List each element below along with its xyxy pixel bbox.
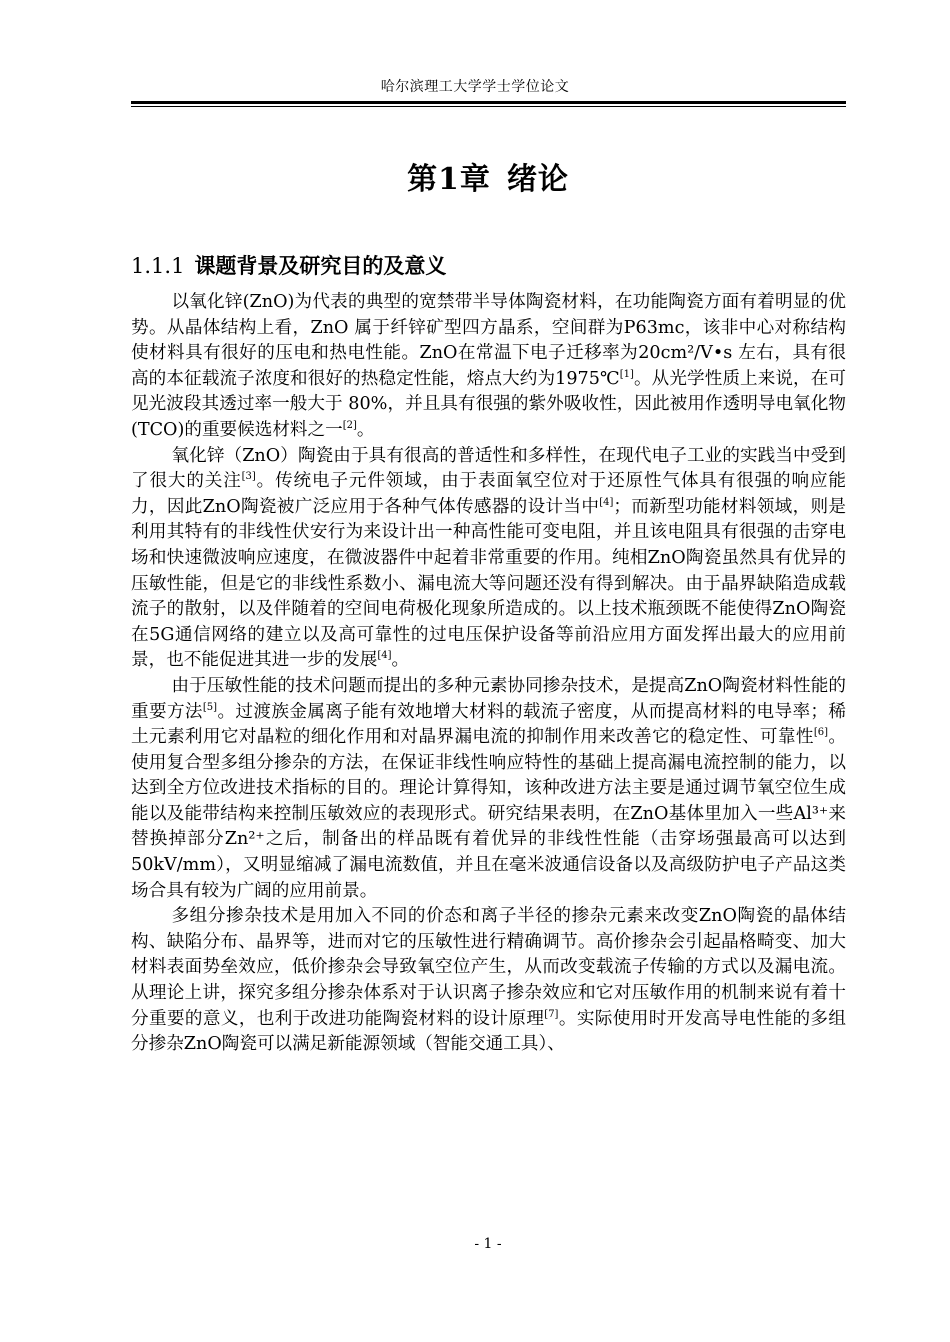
paragraph-text: 。传统电子元件领域，由于表面氧空位对于还原性气体具有很强的响应能力，因此ZnO陶瓷被广泛应用于各种气体传感器的设计当中 — [131, 471, 846, 517]
header-rule-thin — [131, 106, 846, 107]
chapter-title — [0, 154, 950, 198]
header-rule-thick — [131, 101, 846, 104]
paragraph-text: 由于压敏性能的技术问题而提出的多种元素协同掺杂技术，是提高ZnO陶瓷材料性能的重要方法 — [131, 675, 846, 722]
citation: [5] — [202, 701, 218, 713]
citation: [3] — [241, 471, 256, 483]
paragraph-text: ；而新型功能材料领域，则是利用其特有的非线性伏安行为来设计出一种高性能可变电阻，并且该电阻具有很强的击穿电场和快速微波响应速度，在微波器件中起着非常重要的作用。纯相ZnO陶瓷虽然具有优异的压敏性能，但是它的非线性系数小、漏电流大等问题还没有得到解决。由于晶界缺陷造成载流子的散射，以及伴随着的空间电荷极化现象所造成的。以上技术瓶颈既不能使得ZnO陶瓷在5G通信网络的建立以及高可靠性的过电压保护设备等前沿应用方面发挥出最大的应用前景，也不能促进其进一步的发展 — [131, 496, 846, 671]
paragraph-text: 。 — [391, 650, 410, 671]
paragraph-text: 。 — [356, 419, 375, 440]
citation: [7] — [544, 1008, 559, 1020]
paragraph-text: 以氧化锌(ZnO)为代表的典型的宽禁带半导体陶瓷材料，在功能陶瓷方面有着明显的优势。从晶体结构上看，ZnO 属于纤锌矿型四方晶系，空间群为P63mc，该非中心对称结构使材料具有很好的压电和热电性能。ZnO在常温下电子迁移率为20cm²/V•s 左右，具有很高的本征载流子浓度和很好的热稳定性能，熔点大约为1975℃ — [131, 292, 846, 389]
citation: [2] — [342, 419, 357, 431]
paragraph-text: 。实际使用时开发高导电性能的多组分掺杂ZnO陶瓷可以满足新能源领域（智能交通工具）、 — [131, 1008, 846, 1055]
paragraph-3 — [131, 674, 846, 904]
chapter-name: 绪论 — [506, 162, 569, 197]
citation: [4] — [377, 650, 392, 662]
paragraph-text: 。过渡族金属离子能有效地增大材料的载流子密度，从而提高材料的电导率；稀土元素利用它对晶粒的细化作用和对晶界漏电流的抑制作用来改善它的稳定性、可靠性 — [131, 701, 846, 748]
paragraph-text: 。使用复合型多组分掺杂的方法，在保证非线性响应特性的基础上提高漏电流控制的能力，以达到全方位改进技术指标的目的。理论计算得知，该种改进方法主要是通过调节氧空位生成能以及能带结构来控制压敏效应的表现形式。研究结果表明，在ZnO基体里加入一些Al³⁺来替换掉部分Zn²⁺之后，制备出的样品既有着优异的非线性性能（击穿场强最高可以达到50kV/mm），又明显缩减了漏电流数值，并且在毫米波通信设备以及高级防护电子产品这类场合具有较为广阔的应用前景。 — [131, 727, 846, 901]
paragraph-text: 氧化锌（ZnO）陶瓷由于具有很高的普适性和多样性，在现代电子工业的实践当中受到了很大的关注 — [131, 445, 846, 492]
citation: [4] — [599, 496, 614, 508]
paragraph-text: 多组分掺杂技术是用加入不同的价态和离子半径的掺杂元素来改变ZnO陶瓷的晶体结构、缺陷分布、晶界等，进而对它的压敏性进行精确调节。高价掺杂会引起晶格畸变、加大材料表面势垒效应，低价掺杂会导致氧空位产生，从而改变载流子传输的方式以及漏电流。从理论上讲，探究多组分掺杂体系对于认识离子掺杂效应和它对压敏作用的机制来说有着十分重要的意义，也利于改进功能陶瓷材料的设计原理 — [131, 906, 846, 1029]
chapter-number: 第1章 — [407, 162, 491, 197]
paragraph-4 — [131, 904, 846, 1058]
body-text — [131, 290, 846, 1058]
citation: [6] — [813, 727, 829, 739]
running-header: 哈尔滨理工大学学士学位论文 — [380, 79, 570, 95]
section-heading — [131, 250, 446, 280]
citation: [1] — [619, 368, 634, 380]
paragraph-2 — [131, 444, 846, 674]
paragraph-1 — [131, 290, 846, 444]
paragraph-text: 。从光学性质上来说，在可见光波段其透过率一般大于 80%，并且具有很强的紫外吸收性，因此被用作透明导电氧化物(TCO)的重要候选材料之一 — [131, 368, 846, 440]
page-number: - 1 - — [474, 1236, 502, 1252]
section-title: 课题背景及研究目的及意义 — [194, 253, 447, 278]
section-number: 1.1.1 — [131, 254, 185, 278]
